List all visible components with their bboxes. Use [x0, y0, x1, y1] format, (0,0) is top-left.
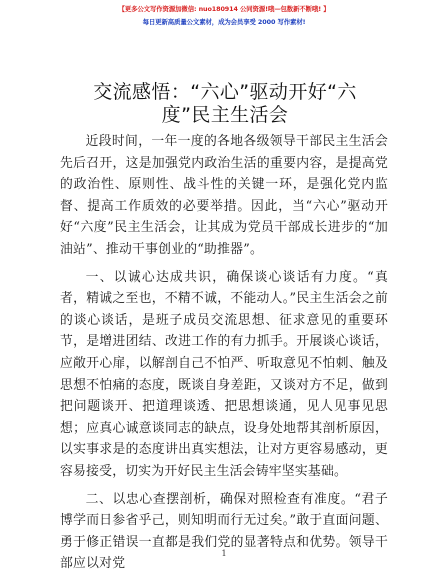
page-number: 1 [221, 549, 227, 558]
paragraph-section-2: 二、以忠心查摆剖析，确保对照检查有准度。“君子博学而日参省乎己，则知明而行无过矣。”敢于直面问题、勇于修正错误一直都是我们党的显著特点和优势。领导干部应以对党 [60, 491, 388, 572]
promo-banner-line-2: 每日更新高质量公文素材，成为会员享受 2000 写作素材! [142, 18, 306, 26]
promo-banner [0, 3, 448, 29]
document-title: 交流感悟：“六心”驱动开好“六度”民主生活会 [93, 81, 357, 126]
document-body [60, 131, 388, 581]
paragraph-intro: 近段时间，一年一度的各地各级领导干部民主生活会先后召开，这是加强党内政治生活的重要内容，是提高党的政治性、原则性、战斗性的关键一环，是强化党内监督、提高工作质效的必要举措。因此，当“六心”驱动开好“六度”民主生活会，让其成为党员干部成长进步的“加油站”、推动干事创业的“助推器”。 [60, 134, 388, 257]
paragraph-section-1: 一、以诚心达成共识，确保谈心谈话有力度。“真者，精诚之至也，不精不诚，不能动人。”民主生活会之前的谈心谈话，是班子成员交流思想、征求意见的重要环节，是增进团结、改进工作的有力抓手。开展谈心谈话，应敞开心扉，以解剖自己不怕严、听取意见不怕刺、触及思想不怕痛的态度，既谈自身差距，又谈对方不足，做到把问题谈开、把道理谈透、把思想谈通，见人见事见思想；应真心诚意谈同志的缺点，设身处地帮其剖析原因，以实事求是的态度讲出真实想法，让对方更容易感动，更容易接受，切实为开好民主生活会铸牢坚实基础。 [60, 269, 388, 479]
promo-banner-line-1: 【更多公文写作资源加微信: nuo180914 公同资源!哦—包数新不断哦! 】 [118, 5, 330, 13]
